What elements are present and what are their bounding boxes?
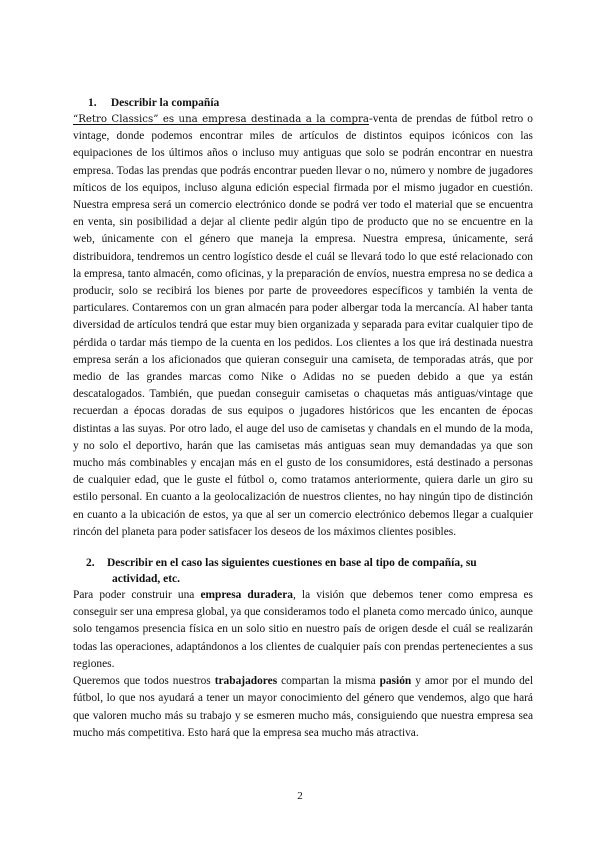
text-run: Para poder construir una <box>73 589 201 602</box>
section-2-paragraph-2 <box>73 673 533 742</box>
section-2-number: 2. <box>86 557 95 570</box>
page-number: 2 <box>297 790 303 802</box>
document-page <box>73 95 533 742</box>
section-2-title-line-2: actividad, etc. <box>112 573 181 586</box>
text-run: y amor por el mundo del fútbol, lo que nos ayudará a tener un mayor conocimiento del género que vendemos, algo que hará que valoren mucho más su trabajo y se esmeren mucho más, consiguiendo que nuestra empresa sea mucho más competitiva. Esto hará que la empresa sea mucho más atractiva. <box>73 675 533 739</box>
section-1-paragraph <box>73 111 533 541</box>
section-1-number: 1. <box>88 97 97 109</box>
text-run: compartan la misma <box>277 675 380 688</box>
bold-trabajadores: trabajadores <box>214 675 278 688</box>
section-1-title: Describir la compañía <box>110 97 220 109</box>
bold-pasion: pasión <box>379 675 412 688</box>
section-1-heading <box>73 95 533 111</box>
section-2-heading <box>73 555 533 587</box>
section-2-paragraph-1 <box>73 587 533 673</box>
bold-empresa-duradera: empresa duradera <box>200 589 293 602</box>
highlighted-company-intro: “Retro Classics” es una empresa destinada a la compra <box>73 114 369 125</box>
text-run: , la visión que debemos tener como empresa es conseguir ser una empresa global, ya que consideramos todo el planeta como mercado único, aunque solo tengamos presencia física en un solo sitio en nuestro país de origen desde el cuál se realizarán todas las operaciones, adaptándonos a los clientes de cualquier país con prendas pertenecientes a sus regiones. <box>73 589 533 670</box>
section-1-body: -venta de prendas de fútbol retro o vintage, donde podemos encontrar miles de artículos de distintos equipos icónicos con las equipaciones de los últimos años o incluso muy antiguas que solo se podrán encontrar en nuestra empresa. Todas las prendas que podrás encontrar pueden llevar o no, número y nombre de jugadores míticos de los equipos, incluso alguna edición especial firmada por el mismo jugador en cuestión. Nuestra empresa será un comercio electrónico donde se podrá ver todo el material que se encuentra en venta, sin posibilidad a dejar al cliente pedir algún tipo de producto que no se encuentre en la web, únicamente con el género que maneja la empresa. Nuestra empresa, únicamente, será distribuidora, tendremos un centro logístico desde el cuál se llevará todo lo que esté relacionado con la empresa, tanto almacén, como oficinas, y la preparación de envíos, nuestra empresa no se dedica a producir, solo se recibirá los bienes por parte de proveedores específicos y también la venta de particulares. Contaremos con un gran almacén para poder albergar toda la mercancía. Al haber tanta diversidad de artículos tendrá que estar muy bien organizada y separada para evitar cualquier tipo de pérdida o tardar más tiempo de la cuenta en los pedidos. Los clientes a los que irá destinada nuestra empresa serán a los aficionados que quieran conseguir una camiseta, de temporadas atrás, que por medio de las grandes marcas como Nike o Adidas no se pueden debido a que ya están descatalogados. También, que puedan conseguir camisetas o chaquetas más antiguas/vintage que recuerdan a épocas doradas de sus equipos o jugadores históricos que les encanten de épocas distintas a las suyas. Por otro lado, el auge del uso de camisetas y chandals en el mundo de la moda, y no solo el deportivo, harán que las camisetas más antiguas sean muy demandadas ya que son mucho más combinables y encajan más en el gusto de los consumidores, está destinado a personas de cualquier edad, que le guste el fútbol o, como tratamos anteriormente, quiera darle un giro su estilo personal. En cuanto a la geolocalización de nuestros clientes, no hay ningún tipo de distinción en cuanto a la ubicación de estos, ya que al ser un comercio electrónico debemos llegar a cualquier rincón del planeta para poder satisfacer los deseos de los máximos clientes posibles. <box>73 113 533 538</box>
text-run: Queremos que todos nuestros <box>73 675 215 688</box>
section-2-title-line-1: Describir en el caso las siguientes cuestiones en base al tipo de compañía, su <box>107 557 477 570</box>
